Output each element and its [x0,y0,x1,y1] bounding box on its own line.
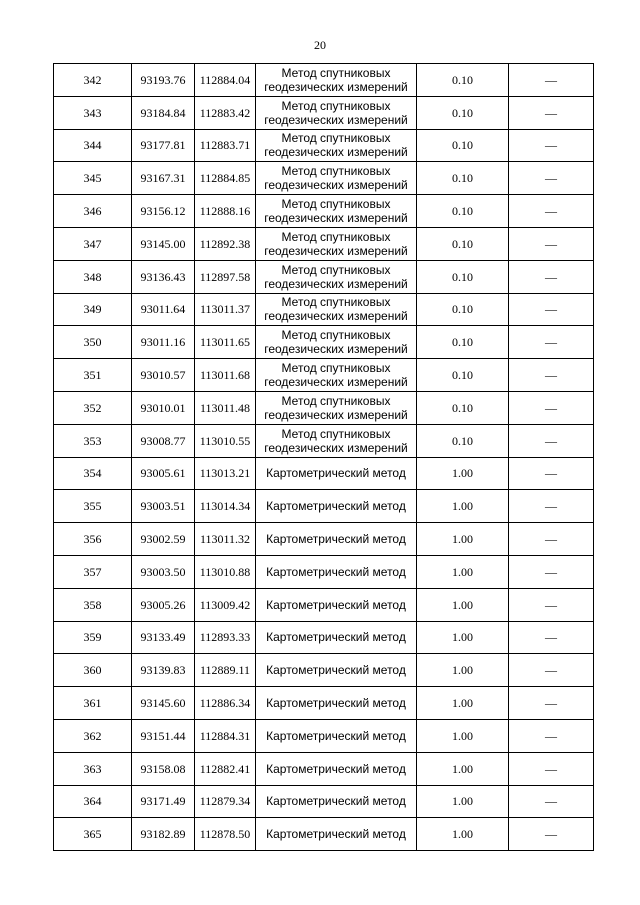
x-coordinate-cell: 93193.76 [132,64,195,97]
point-number-cell: 355 [54,490,132,523]
table-row [54,129,594,162]
point-number-cell: 351 [54,359,132,392]
point-number-cell: 359 [54,621,132,654]
method-cell: Картометрический метод [256,523,417,556]
table-row [54,818,594,851]
x-coordinate-cell: 93167.31 [132,162,195,195]
note-cell: — [509,227,594,260]
point-number-cell: 342 [54,64,132,97]
coordinates-table [53,63,594,851]
table-row [54,719,594,752]
note-cell: — [509,326,594,359]
table-body [54,64,594,851]
x-coordinate-cell: 93002.59 [132,523,195,556]
accuracy-cell: 1.00 [417,752,509,785]
accuracy-cell: 1.00 [417,654,509,687]
note-cell: — [509,64,594,97]
x-coordinate-cell: 93011.16 [132,326,195,359]
y-coordinate-cell: 113013.21 [195,457,256,490]
method-cell: Метод спутниковых геодезических измерений [256,391,417,424]
table-row [54,260,594,293]
accuracy-cell: 1.00 [417,588,509,621]
x-coordinate-cell: 93011.64 [132,293,195,326]
accuracy-cell: 0.10 [417,227,509,260]
x-coordinate-cell: 93158.08 [132,752,195,785]
note-cell: — [509,654,594,687]
y-coordinate-cell: 113009.42 [195,588,256,621]
method-cell: Метод спутниковых геодезических измерений [256,260,417,293]
accuracy-cell: 0.10 [417,424,509,457]
note-cell: — [509,129,594,162]
point-number-cell: 347 [54,227,132,260]
y-coordinate-cell: 112888.16 [195,195,256,228]
table-row [54,752,594,785]
x-coordinate-cell: 93010.01 [132,391,195,424]
accuracy-cell: 1.00 [417,457,509,490]
method-cell: Метод спутниковых геодезических измерений [256,64,417,97]
y-coordinate-cell: 112879.34 [195,785,256,818]
table-row [54,359,594,392]
accuracy-cell: 0.10 [417,359,509,392]
y-coordinate-cell: 112884.04 [195,64,256,97]
table-row [54,687,594,720]
method-cell: Метод спутниковых геодезических измерений [256,129,417,162]
y-coordinate-cell: 113011.65 [195,326,256,359]
table-row [54,785,594,818]
note-cell: — [509,424,594,457]
x-coordinate-cell: 93003.50 [132,555,195,588]
table-row [54,96,594,129]
table-row [54,523,594,556]
accuracy-cell: 0.10 [417,96,509,129]
accuracy-cell: 0.10 [417,64,509,97]
note-cell: — [509,260,594,293]
method-cell: Картометрический метод [256,818,417,851]
y-coordinate-cell: 113014.34 [195,490,256,523]
note-cell: — [509,391,594,424]
point-number-cell: 353 [54,424,132,457]
y-coordinate-cell: 112893.33 [195,621,256,654]
note-cell: — [509,162,594,195]
x-coordinate-cell: 93177.81 [132,129,195,162]
table-row [54,227,594,260]
note-cell: — [509,818,594,851]
x-coordinate-cell: 93133.49 [132,621,195,654]
method-cell: Картометрический метод [256,752,417,785]
x-coordinate-cell: 93139.83 [132,654,195,687]
x-coordinate-cell: 93003.51 [132,490,195,523]
table-row [54,195,594,228]
table-row [54,424,594,457]
point-number-cell: 349 [54,293,132,326]
note-cell: — [509,359,594,392]
note-cell: — [509,293,594,326]
y-coordinate-cell: 113010.88 [195,555,256,588]
method-cell: Картометрический метод [256,719,417,752]
note-cell: — [509,195,594,228]
method-cell: Метод спутниковых геодезических измерений [256,195,417,228]
x-coordinate-cell: 93005.61 [132,457,195,490]
x-coordinate-cell: 93171.49 [132,785,195,818]
y-coordinate-cell: 113011.32 [195,523,256,556]
point-number-cell: 362 [54,719,132,752]
note-cell: — [509,752,594,785]
note-cell: — [509,719,594,752]
accuracy-cell: 1.00 [417,785,509,818]
method-cell: Метод спутниковых геодезических измерений [256,326,417,359]
point-number-cell: 361 [54,687,132,720]
accuracy-cell: 1.00 [417,555,509,588]
method-cell: Картометрический метод [256,687,417,720]
y-coordinate-cell: 112883.42 [195,96,256,129]
accuracy-cell: 0.10 [417,162,509,195]
accuracy-cell: 1.00 [417,818,509,851]
accuracy-cell: 0.10 [417,391,509,424]
point-number-cell: 363 [54,752,132,785]
method-cell: Метод спутниковых геодезических измерений [256,96,417,129]
note-cell: — [509,588,594,621]
x-coordinate-cell: 93184.84 [132,96,195,129]
point-number-cell: 365 [54,818,132,851]
y-coordinate-cell: 113011.68 [195,359,256,392]
method-cell: Метод спутниковых геодезических измерений [256,227,417,260]
y-coordinate-cell: 112884.31 [195,719,256,752]
page-number: 20 [314,38,326,52]
accuracy-cell: 0.10 [417,129,509,162]
accuracy-cell: 0.10 [417,260,509,293]
point-number-cell: 348 [54,260,132,293]
y-coordinate-cell: 113010.55 [195,424,256,457]
method-cell: Картометрический метод [256,621,417,654]
y-coordinate-cell: 113011.37 [195,293,256,326]
x-coordinate-cell: 93136.43 [132,260,195,293]
method-cell: Картометрический метод [256,490,417,523]
note-cell: — [509,555,594,588]
point-number-cell: 344 [54,129,132,162]
y-coordinate-cell: 113011.48 [195,391,256,424]
method-cell: Картометрический метод [256,588,417,621]
note-cell: — [509,687,594,720]
method-cell: Картометрический метод [256,654,417,687]
accuracy-cell: 1.00 [417,719,509,752]
point-number-cell: 345 [54,162,132,195]
accuracy-cell: 0.10 [417,293,509,326]
method-cell: Картометрический метод [256,457,417,490]
x-coordinate-cell: 93156.12 [132,195,195,228]
point-number-cell: 352 [54,391,132,424]
x-coordinate-cell: 93145.60 [132,687,195,720]
method-cell: Метод спутниковых геодезических измерений [256,162,417,195]
method-cell: Метод спутниковых геодезических измерений [256,424,417,457]
x-coordinate-cell: 93005.26 [132,588,195,621]
point-number-cell: 343 [54,96,132,129]
table-row [54,457,594,490]
x-coordinate-cell: 93151.44 [132,719,195,752]
point-number-cell: 346 [54,195,132,228]
accuracy-cell: 0.10 [417,195,509,228]
table-row [54,588,594,621]
accuracy-cell: 0.10 [417,326,509,359]
y-coordinate-cell: 112878.50 [195,818,256,851]
x-coordinate-cell: 93008.77 [132,424,195,457]
point-number-cell: 360 [54,654,132,687]
y-coordinate-cell: 112897.58 [195,260,256,293]
note-cell: — [509,523,594,556]
method-cell: Картометрический метод [256,785,417,818]
point-number-cell: 357 [54,555,132,588]
x-coordinate-cell: 93145.00 [132,227,195,260]
method-cell: Картометрический метод [256,555,417,588]
accuracy-cell: 1.00 [417,687,509,720]
table-row [54,293,594,326]
table-row [54,162,594,195]
table-row [54,555,594,588]
y-coordinate-cell: 112882.41 [195,752,256,785]
y-coordinate-cell: 112892.38 [195,227,256,260]
note-cell: — [509,621,594,654]
method-cell: Метод спутниковых геодезических измерений [256,293,417,326]
y-coordinate-cell: 112889.11 [195,654,256,687]
x-coordinate-cell: 93010.57 [132,359,195,392]
note-cell: — [509,785,594,818]
accuracy-cell: 1.00 [417,621,509,654]
point-number-cell: 358 [54,588,132,621]
note-cell: — [509,96,594,129]
table-row [54,621,594,654]
point-number-cell: 354 [54,457,132,490]
table-row [54,391,594,424]
note-cell: — [509,457,594,490]
y-coordinate-cell: 112884.85 [195,162,256,195]
y-coordinate-cell: 112886.34 [195,687,256,720]
accuracy-cell: 1.00 [417,490,509,523]
accuracy-cell: 1.00 [417,523,509,556]
point-number-cell: 350 [54,326,132,359]
table-row [54,64,594,97]
table-row [54,654,594,687]
x-coordinate-cell: 93182.89 [132,818,195,851]
table-row [54,490,594,523]
point-number-cell: 356 [54,523,132,556]
table-row [54,326,594,359]
note-cell: — [509,490,594,523]
point-number-cell: 364 [54,785,132,818]
method-cell: Метод спутниковых геодезических измерений [256,359,417,392]
y-coordinate-cell: 112883.71 [195,129,256,162]
